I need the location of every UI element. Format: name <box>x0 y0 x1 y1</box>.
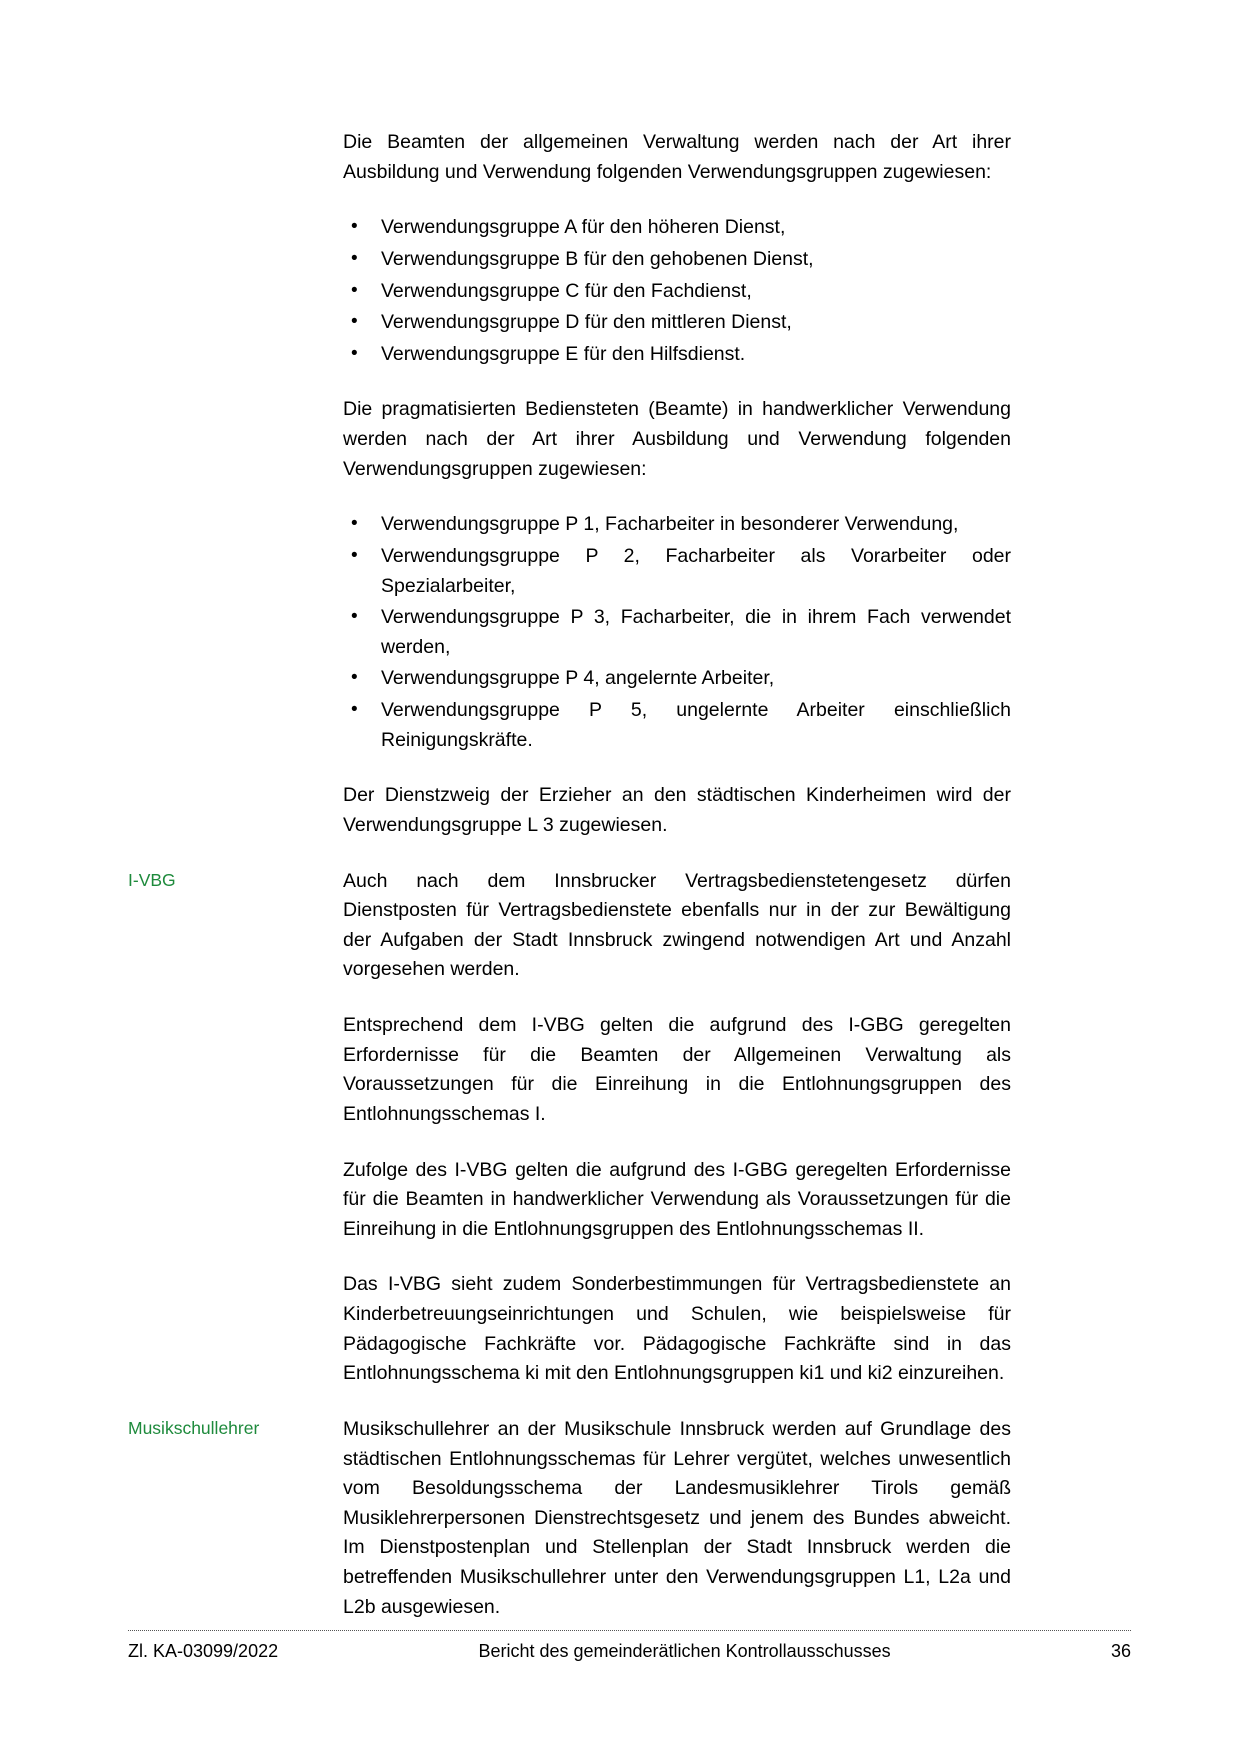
footer-divider <box>128 1630 1131 1631</box>
paragraph: Der Dienstzweig der Erzieher an den städtischen Kinderheimen wird der Verwendungsgruppe L 3 zugewiesen. <box>343 784 1011 836</box>
paragraph: Entsprechend dem I-VBG gelten die aufgrund des I-GBG geregelten Erfordernisse für die Beamten der Allgemeinen Verwaltung als Voraussetzungen für die Einreihung in die Entlohnungsgruppen des Entlohnungsschemas I. <box>343 1014 1011 1125</box>
body-column <box>343 1415 1011 1648</box>
content-block <box>128 395 1131 781</box>
list-item: • Verwendungsgruppe P 3, Facharbeiter, die in ihrem Fach verwendet werden, <box>343 603 1011 662</box>
list-item: • Verwendungsgruppe P 4, angelernte Arbeiter, <box>343 664 1011 694</box>
footer-reference: Zl. KA-03099/2022 <box>128 1641 279 1661</box>
margin-note-musikschullehrer: Musikschullehrer <box>128 1417 260 1438</box>
paragraph: Zufolge des I-VBG gelten die aufgrund des I-GBG geregelten Erfordernisse für die Beamten in handwerklicher Verwendung als Voraussetzungen für die Einreihung in die Entlohnungsgruppen des Entlohnungsschemas II. <box>343 1158 1011 1240</box>
content-block <box>128 128 1131 395</box>
margin-note-i-vbg: I-VBG <box>128 869 176 890</box>
paragraph: Die Beamten der allgemeinen Verwaltung werden nach der Art ihrer Ausbildung und Verwendung folgenden Verwendungsgruppen zugewiesen: <box>343 131 1011 183</box>
list-item: • Verwendungsgruppe A für den höheren Dienst, <box>343 213 1011 243</box>
paragraph: Die pragmatisierten Bediensteten (Beamte) in handwerklicher Verwendung werden nach der Art ihrer Ausbildung und Verwendung folgenden Verwendungsgruppen zugewiesen: <box>343 398 1011 480</box>
body-column <box>343 867 1011 1415</box>
body-column <box>343 128 1011 395</box>
content-block <box>128 781 1131 866</box>
page-content <box>128 128 1131 1648</box>
content-block <box>128 867 1131 1415</box>
bullet-list <box>343 213 1011 369</box>
list-item: • Verwendungsgruppe P 5, ungelernte Arbeiter einschließlich Reinigungskräfte. <box>343 696 1011 755</box>
list-item: • Verwendungsgruppe D für den mittleren Dienst, <box>343 308 1011 338</box>
body-column <box>343 781 1011 866</box>
list-item: • Verwendungsgruppe B für den gehobenen Dienst, <box>343 245 1011 275</box>
bullet-list <box>343 510 1011 755</box>
paragraph: Musikschullehrer an der Musikschule Innsbruck werden auf Grundlage des städtischen Entlohnungsschemas für Lehrer vergütet, welches unwesentlich vom Besoldungsschema der Landesmusiklehrer Tirols gemäß Musiklehrerpersonen Dienstrechtsgesetz und jenem des Bundes abweicht. Im Dienstpostenplan und Stellenplan der Stadt Innsbruck werden die betreffenden Musikschullehrer unter den Verwendungsgruppen L1, L2a und L2b ausgewiesen. <box>343 1417 1011 1618</box>
paragraph: Das I-VBG sieht zudem Sonderbestimmungen für Vertragsbedienstete an Kinderbetreuungseinrichtungen und Schulen, wie beispielsweise für Pädagogische Fachkräfte vor. Pädagogische Fachkräfte sind in das Entlohnungsschema ki mit den Entlohnungsgruppen ki1 und ki2 einzureihen. <box>343 1273 1011 1385</box>
body-column <box>343 395 1011 781</box>
footer-row <box>128 1641 1131 1662</box>
list-item: • Verwendungsgruppe E für den Hilfsdienst. <box>343 340 1011 370</box>
list-item: • Verwendungsgruppe P 2, Facharbeiter als Vorarbeiter oder Spezialarbeiter, <box>343 542 1011 601</box>
page-footer <box>128 1630 1131 1662</box>
footer-page-number: 36 <box>1110 1641 1131 1661</box>
list-item: • Verwendungsgruppe P 1, Facharbeiter in besonderer Verwendung, <box>343 510 1011 540</box>
footer-title: Bericht des gemeinderätlichen Kontrollausschusses <box>478 1641 891 1661</box>
list-item: • Verwendungsgruppe C für den Fachdienst, <box>343 277 1011 307</box>
paragraph: Auch nach dem Innsbrucker Vertragsbedienstetengesetz dürfen Dienstposten für Vertragsbedienstete ebenfalls nur in der zur Bewältigung der Aufgaben der Stadt Innsbruck zwingend notwendigen Art und Anzahl vorgesehen werden. <box>343 869 1011 981</box>
content-block <box>128 1415 1131 1648</box>
